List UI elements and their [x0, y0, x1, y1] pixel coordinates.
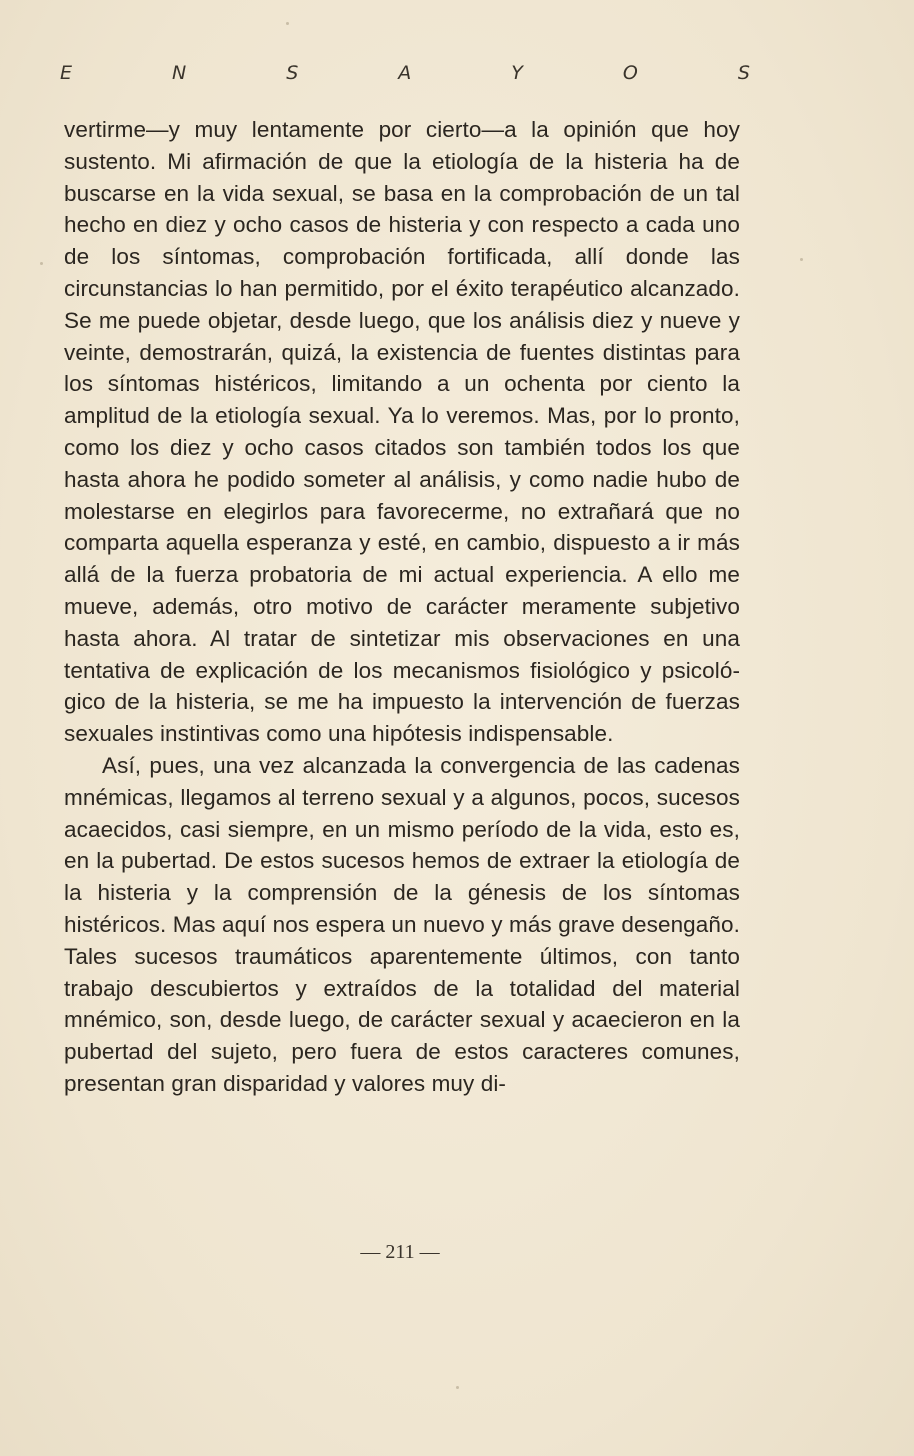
page-number: — 211 —: [360, 1241, 440, 1263]
paragraph-1: vertirme—y muy lentamente por cierto—a la opinión que hoy sustento. Mi afirmación de que la etiología de la histeria ha de buscarse en la vida sexual, se basa en la comprobación de un tal hecho en diez y ocho casos de histeria y con respecto a cada uno de los síntomas, comprobación fortificada, allí donde las circunstancias lo han permitido, por el éxito terapéutico alcanzado. Se me puede objetar, desde luego, que los análisis diez y nueve y veinte, demostrarán, quizá, la existencia de fuentes distintas para los síntomas histéricos, limitando a un ochenta por ciento la amplitud de la etiología sexual. Ya lo veremos. Mas, por lo pronto, como los diez y ocho casos citados son también todos los que hasta ahora he podido someter al análisis, y como nadie hubo de molestarse en elegirlos para favorecerme, no extrañará que no comparta aquella esperanza y esté, en cambio, dispuesto a ir más allá de la fuerza probatoria de mi actual experiencia. A ello me mueve, además, otro motivo de carácter meramente subjetivo hasta ahora. Al tratar de sintetizar mis observaciones en una tentativa de explicación de los mecanismos fisiológico y psicológico de la histeria, se me ha impuesto la intervención de fuerzas sexuales instintivas como una hipótesis indispensable.: [64, 117, 740, 747]
body-text: [64, 114, 740, 1100]
paper-speck: [456, 1386, 459, 1389]
running-head-letter: O: [622, 62, 638, 84]
running-head-letter: S: [286, 62, 299, 84]
running-head-letter: N: [172, 62, 187, 84]
paper-speck: [40, 262, 43, 265]
paragraph-2: Así, pues, una vez alcanzada la convergencia de las cadenas mnémicas, llegamos al terreno sexual y a algunos, pocos, sucesos acaecidos, casi siempre, en un mismo período de la vida, esto es, en la pubertad. De estos sucesos hemos de extraer la etiología de la histeria y la comprensión de la génesis de los síntomas histéricos. Mas aquí nos espera un nuevo y más grave desengaño. Tales sucesos traumáticos aparentemente últimos, con tanto trabajo descubiertos y extraídos de la totalidad del material mnémico, son, desde luego, de carácter sexual y acaecieron en la pubertad del sujeto, pero fuera de estos caracteres comunes, presentan gran disparidad y valores muy di-: [64, 752, 740, 1096]
running-head-letter: A: [398, 62, 412, 84]
paper-speck: [800, 258, 803, 261]
running-head-letter: Y: [511, 62, 523, 84]
running-head-letter: E: [60, 62, 73, 84]
running-head-letter: S: [737, 62, 750, 84]
paper-speck: [286, 22, 289, 25]
running-head: [60, 62, 750, 84]
